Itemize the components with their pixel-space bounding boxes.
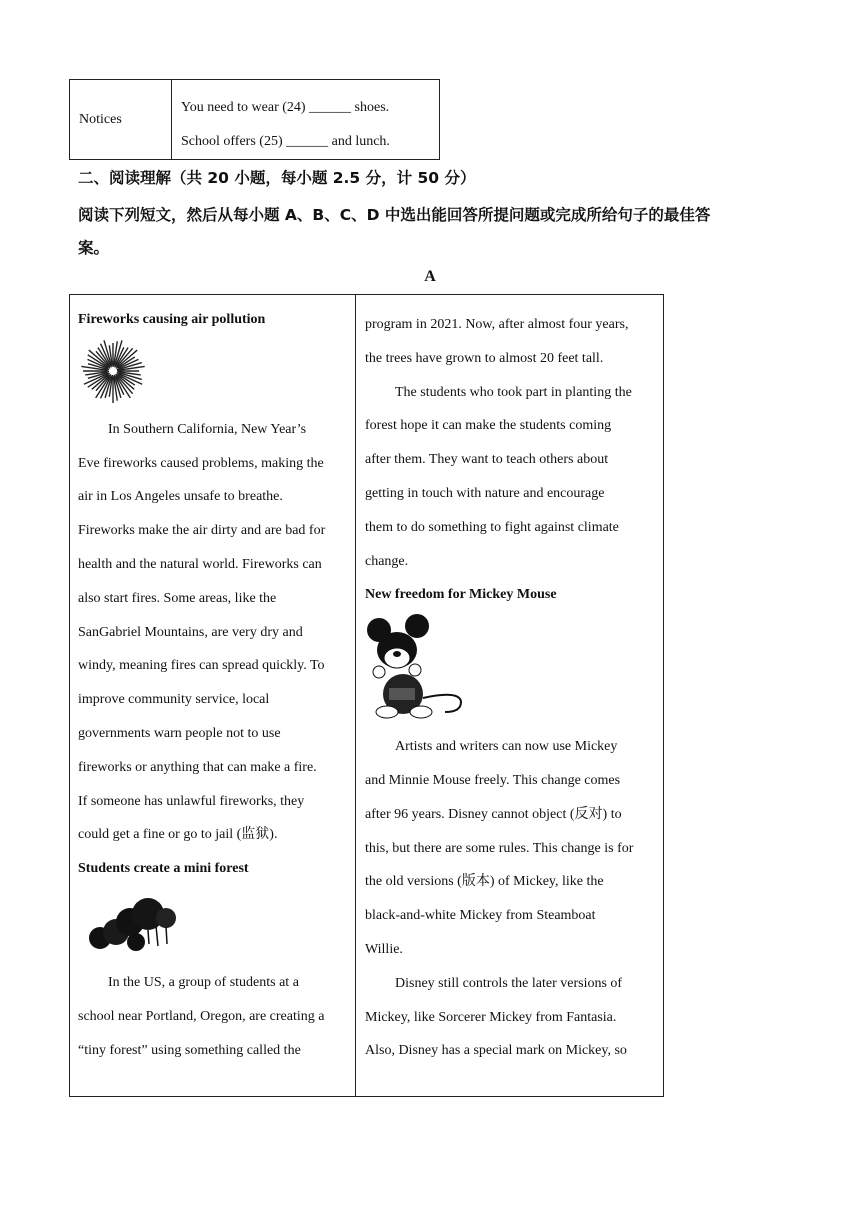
students-hope-paragraph: The students who took part in planting the forest hope it can make the students coming after them. They want to teach others about getting in touch with nature and encourage them to do something to fight against climate change. <box>365 384 632 569</box>
trees-icon <box>78 886 178 958</box>
instruction-line-1: 阅读下列短文，然后从每小题 A、B、C、D 中选出能回答所提问题或完成所给句子的最佳答 <box>78 206 711 224</box>
article-heading-mini-forest: Students create a mini forest <box>78 861 249 877</box>
instruction-line-2: 案。 <box>78 239 110 257</box>
section-title: 二、阅读理解（共 20 小题，每小题 2.5 分，计 50 分） <box>78 169 476 187</box>
firework-ray <box>116 350 137 368</box>
notice-line-24: You need to wear (24) ______ shoes. <box>181 100 390 115</box>
notice-table <box>69 79 440 160</box>
notice-lines <box>172 80 390 159</box>
notice-line-25: School offers (25) ______ and lunch. <box>181 134 390 149</box>
column-divider <box>355 295 356 1096</box>
mickey-mouse-icon <box>365 612 475 722</box>
right-column <box>365 308 657 1068</box>
section-instruction <box>78 199 783 265</box>
notice-label: Notices <box>70 80 172 159</box>
article-table <box>69 294 664 1097</box>
part-label: A <box>424 268 436 285</box>
mini-forest-paragraph-continued: program in 2021. Now, after almost four years, the trees have grown to almost 20 feet tall. <box>365 317 629 366</box>
fireworks-paragraph: In Southern California, New Year’s Eve fireworks caused problems, making the air in Los Angeles unsafe to breathe. Fireworks make the air dirty and are bad for health and the natural world. Fireworks can also start fires. Some areas, like the SanGabriel Mountains, are very dry and windy, meaning fires can spread quickly. To improve community service, local governments warn people not to use fireworks or anything that can make a fire. If someone has unlawful fireworks, they could get a fine or go to jail (监狱). <box>78 421 326 843</box>
disney-controls-paragraph: Disney still controls the later versions of Mickey, like Sorcerer Mickey from Fantasia. Also, Disney has a special mark on Mickey, so <box>365 975 627 1059</box>
article-heading-mickey: New freedom for Mickey Mouse <box>365 587 557 603</box>
mini-forest-paragraph: In the US, a group of students at a school near Portland, Oregon, are creating a “tiny forest” using something called the <box>78 974 325 1058</box>
article-heading-fireworks: Fireworks causing air pollution <box>78 312 266 327</box>
firework-ray <box>89 350 110 368</box>
firework-burst-icon <box>78 337 148 405</box>
mickey-freedom-paragraph: Artists and writers can now use Mickey and Minnie Mouse freely. This change comes after 96 years. Disney cannot object (反对) to this, but there are some rules. This change is for the old versions (版本) of Mickey, like the black-and-white Mickey from Steamboat Willie. <box>365 739 634 957</box>
left-column <box>78 303 348 1067</box>
